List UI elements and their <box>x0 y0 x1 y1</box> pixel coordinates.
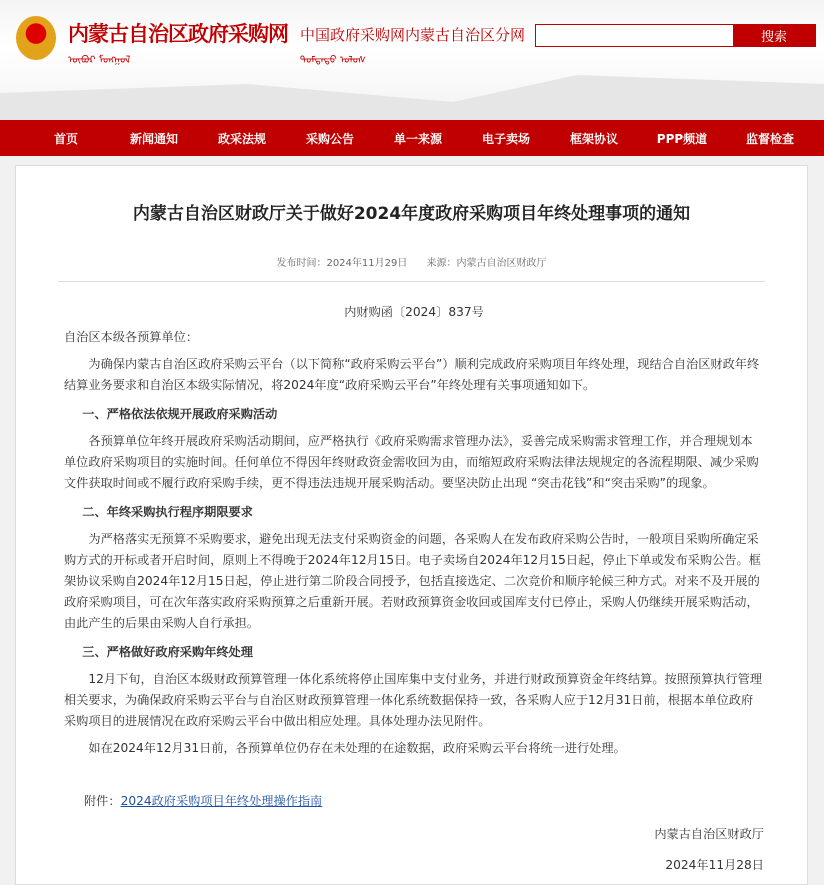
issue-date: 2024年11月28日 <box>665 858 764 872</box>
article-container <box>15 165 808 885</box>
section-heading-3: 三、严格做好政府采购年终处理 <box>82 645 253 659</box>
site-title: 内蒙古自治区政府采购网 <box>68 22 288 46</box>
document-number: 内财购函〔2024〕837号 <box>344 305 484 319</box>
nav-news[interactable]: 新闻通知 <box>129 131 178 146</box>
national-emblem-logo <box>16 16 56 60</box>
nav-announcements[interactable]: 采购公告 <box>305 131 354 146</box>
attachment-label: 附件： <box>84 794 121 808</box>
nav-single-source[interactable]: 单一来源 <box>393 131 442 146</box>
mongolian-title: ᠥᠪᠦᠷ ᠮᠣᠩᠭᠣᠯ <box>68 55 131 66</box>
site-subtitle: 中国政府采购网内蒙古自治区分网 <box>300 26 526 44</box>
paragraph-2: 为严格落实无预算不采购要求，避免出现无法支付采购资金的问题，各采购人在发布政府采购公告时，一般项目采购所确定采购方式的开标或者开启时间，原则上不得晚于2024年12月15日。电子卖场自2024年12月15日起，停止下单或发布采购公告。框架协议采购自2024年12月15日起，停止进行第二阶段合同授予，包括直接选定、二次竞价和顺序轮候三种方式。对来不及开展的政府采购项目，可在次年落实政府采购预算之后重新开展。若财政预算资金收回或国库支付已停止，采购人仍继续开展采购活动，由此产生的后果由采购人自行承担。 <box>64 532 761 630</box>
signature: 内蒙古自治区财政厅 <box>654 827 764 841</box>
nav-regulations[interactable]: 政采法规 <box>217 131 266 146</box>
salutation: 自治区本级各预算单位： <box>64 330 199 344</box>
search-box <box>535 24 816 47</box>
article-body <box>64 302 764 876</box>
source: 来源：内蒙古自治区财政厅 <box>426 258 547 269</box>
attachment <box>64 791 764 812</box>
section-heading-2: 二、年终采购执行程序期限要求 <box>82 505 253 519</box>
article-meta <box>16 254 807 269</box>
site-header <box>0 0 824 120</box>
nav-supervision[interactable]: 监督检查 <box>745 131 794 146</box>
divider <box>58 281 765 282</box>
attachment-link[interactable]: 2024政府采购项目年终处理操作指南 <box>120 794 323 808</box>
mongolian-subtitle: ᠳᠤᠮᠳᠠᠳᠤ ᠣᠯᠣᠰ <box>300 55 366 66</box>
article-title: 内蒙古自治区财政厅关于做好2024年度政府采购项目年终处理事项的通知 <box>132 204 691 224</box>
nav-home[interactable]: 首页 <box>53 131 78 146</box>
paragraph-4: 如在2024年12月31日前，各预算单位仍存在未处理的在途数据，政府采购云平台将统一进行处理。 <box>88 741 626 755</box>
nav-e-mall[interactable]: 电子卖场 <box>481 131 530 146</box>
paragraph-intro: 为确保内蒙古自治区政府采购云平台（以下简称“政府采购云平台”）顺利完成政府采购项目年终处理，现结合自治区财政年终结算业务要求和自治区本级实际情况，将2024年度“政府采购云平台”年终处理有关事项通知如下。 <box>64 357 760 392</box>
search-input[interactable] <box>536 25 733 46</box>
paragraph-1: 各预算单位年终开展政府采购活动期间，应严格执行《政府采购需求管理办法》，妥善完成采购需求管理工作，并合理规划本单位政府采购项目的实施时间。任何单位不得因年终财政资金需收回为由，而缩短政府采购法律法规规定的各流程期限、减少采购文件获取时间或不履行政府采购手续，更不得违法违规开展采购活动。要坚决防止出现 “突击花钱”和“突击采购”的现象。 <box>64 434 759 490</box>
nav-ppp[interactable]: PPP频道 <box>656 131 708 146</box>
paragraph-3: 12月下旬，自治区本级财政预算管理一体化系统将停止国库集中支付业务，并进行财政预算资金年终结算。按照预算执行管理相关要求，为确保政府采购云平台与自治区财政预算管理一体化系统数据保持一致，各采购人应于12月31日前，根据本单位政府采购项目的进展情况在政府采购云平台中做出相应处理。具体处理办法见附件。 <box>64 672 763 728</box>
nav-framework[interactable]: 框架协议 <box>569 131 618 146</box>
main-nav <box>0 120 824 156</box>
header-background <box>0 75 824 120</box>
section-heading-1: 一、严格依法依规开展政府采购活动 <box>82 407 278 421</box>
publish-time: 发布时间：2024年11月29日 <box>276 258 408 269</box>
search-button[interactable]: 搜索 <box>733 25 815 46</box>
